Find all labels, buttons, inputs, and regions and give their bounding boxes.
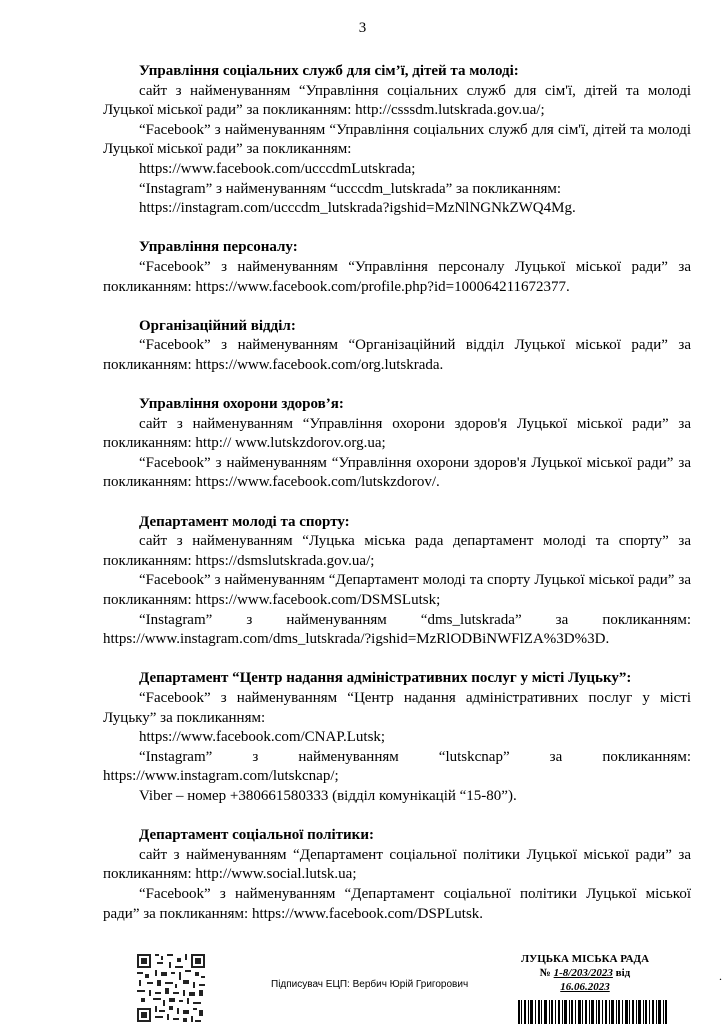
section-personnel (103, 238, 691, 297)
signer-label: Підписувач ЕЦП: Вербич Юрій Григорович (271, 979, 469, 990)
barcode-icon (518, 1000, 668, 1024)
section-heading: Управління охорони здоров’я: (139, 396, 344, 413)
section-cnap (103, 669, 691, 806)
section-heading: Управління соціальних служб для сім’ї, дітей та молоді: (139, 63, 519, 79)
paragraph: “Instagram” з найменуванням “dms_lutskrada” за покликанням: https://www.instagram.com/dms_lutskrada/?igshid=MzRlODBiNWFlZA%3D%3D. (103, 611, 691, 648)
document-body (103, 62, 691, 944)
paragraph: сайт з найменуванням “Департамент соціальної політики Луцької міської ради” за покликанням: http://www.social.lutsk.ua; (103, 846, 691, 883)
paragraph: “Facebook” з найменуванням “Центр надання адміністративних послуг у місті Луцьку” за покликанням: (103, 690, 691, 726)
paragraph: “Facebook” з найменуванням “Управління соціальних служб для сім'ї, дітей та молоді Луцької міської ради” за покликанням: (103, 121, 691, 158)
section-health (103, 395, 691, 493)
paragraph: “Facebook” з найменуванням “Департамент молоді та спорту Луцької міської ради” за покликанням: https://www.facebook.com/DSMSLutsk; (103, 572, 691, 609)
margin-dot: . (719, 969, 722, 983)
paragraph: “Facebook” з найменуванням “Управління персоналу Луцької міської ради” за покликанням: https://www.facebook.com/profile.php?id=100064211672377. (103, 258, 691, 295)
page-number: 3 (358, 20, 367, 36)
section-social-services (103, 62, 691, 219)
link-text: https://instagram.com/ucccdm_lutskrada?igshid=MzNlNGNkZWQ4Mg. (139, 200, 576, 217)
qr-code-icon (135, 952, 207, 1024)
link-text: https://www.facebook.com/ucccdmLutskrada; (139, 160, 416, 177)
paragraph: сайт з найменуванням “Управління охорони здоров'я Луцької міської ради” за покликанням: http:// www.lutskzdorov.org.ua; (103, 415, 691, 452)
paragraph: сайт з найменуванням “Управління соціальних служб для сім'ї, дітей та молоді Луцької міської ради” за покликанням: http://csssdm.lutskrada.gov.ua/; (103, 82, 691, 119)
link-text: https://www.facebook.com/CNAP.Lutsk; (139, 729, 386, 746)
paragraph: “Facebook” з найменуванням “Департамент соціальної політики Луцької міської ради” за покликанням: https://www.facebook.com/DSPLutsk. (103, 885, 691, 922)
paragraph: “Instagram” з найменуванням “ucccdm_lutskrada” за покликанням: (139, 180, 562, 197)
section-heading: Департамент соціальної політики: (139, 827, 374, 844)
section-organizational (103, 317, 691, 376)
paragraph: Viber – номер +380661580333 (відділ комунікацій “15-80”). (139, 787, 517, 804)
paragraph: “Facebook” з найменуванням “Управління охорони здоров'я Луцької міської ради” за покликанням: https://www.facebook.com/lutskzdorov/. (103, 454, 691, 491)
stamp-date: 16.06.2023 (560, 981, 610, 993)
paragraph: “Instagram” з найменуванням “lutskcnap” за покликанням: https://www.instagram.com/lutskcnap/; (103, 748, 691, 785)
stamp-number-prefix: № (539, 967, 554, 979)
paragraph: сайт з найменуванням “Луцька міська рада департамент молоді та спорту” за покликанням: https://dsmslutskrada.gov.ua/; (103, 533, 691, 569)
section-youth-sport (103, 513, 691, 650)
stamp-number-line (500, 966, 670, 980)
section-heading: Організаційний відділ: (139, 317, 296, 334)
registration-stamp (500, 952, 670, 994)
section-heading: Департамент молоді та спорту: (139, 513, 350, 530)
section-heading: Управління персоналу: (139, 239, 298, 256)
section-social-policy (103, 826, 691, 924)
section-heading: Департамент “Центр надання адміністративних послуг у місті Луцьку”: (139, 670, 632, 687)
paragraph: “Facebook” з найменуванням “Організаційний відділ Луцької міської ради” за покликанням: https://www.facebook.com/org.lutskrada. (103, 337, 691, 373)
stamp-number-suffix: від (612, 967, 631, 979)
stamp-number: 1-8/203/2023 (553, 967, 613, 979)
stamp-organization: ЛУЦЬКА МІСЬКА РАДА (520, 953, 650, 965)
